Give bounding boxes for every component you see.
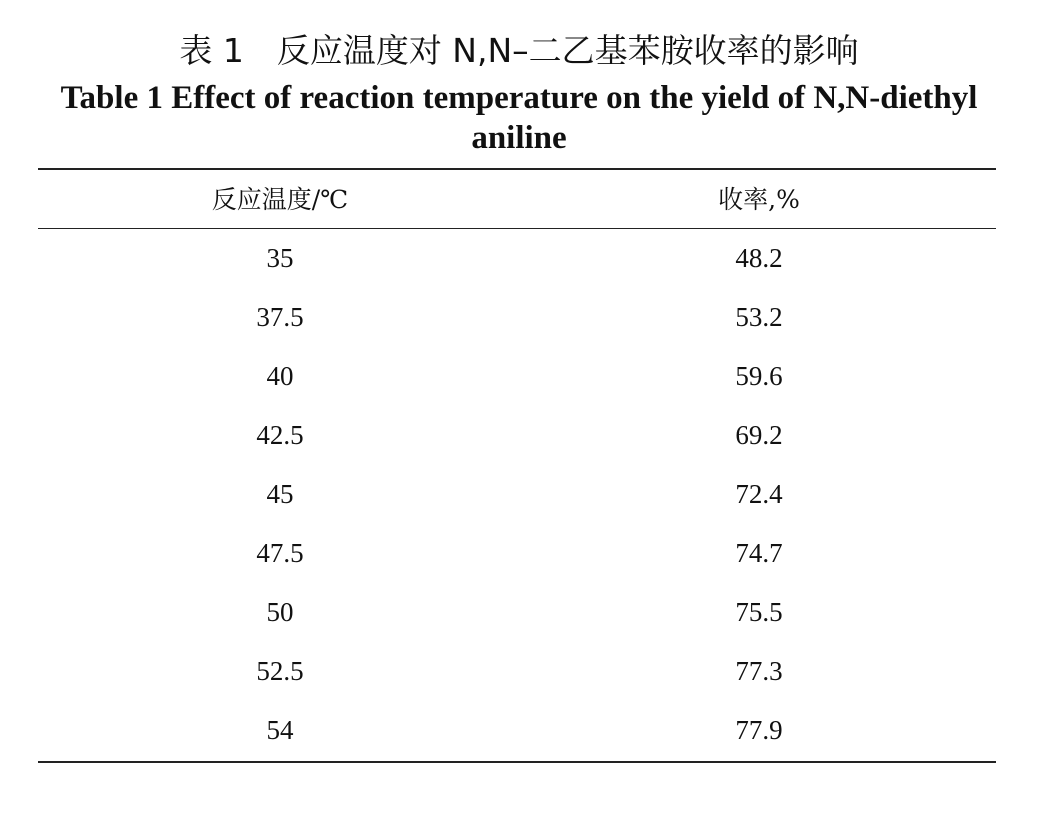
yield-cell: 77.9 [735, 715, 783, 745]
table-row [38, 347, 996, 406]
temperature-cell: 50 [266, 597, 294, 627]
temperature-cell: 40 [266, 361, 294, 391]
temperature-cell: 42.5 [256, 420, 304, 450]
table-row [38, 642, 996, 701]
table-caption-english: Table 1 Effect of reaction temperature on the yield of N,N-diethyl aniline [60, 80, 978, 156]
table-row [38, 524, 996, 583]
table-caption-chinese: 表 1 反应温度对 N,N–二乙基苯胺收率的影响 [179, 31, 859, 70]
table-row [38, 583, 996, 642]
table-header-row [38, 178, 996, 222]
table-row [38, 229, 996, 288]
yield-cell: 69.2 [735, 420, 783, 450]
yield-cell: 72.4 [735, 479, 783, 509]
table-row [38, 701, 996, 760]
yield-cell: 53.2 [735, 302, 783, 332]
table-row [38, 288, 996, 347]
temperature-cell: 54 [266, 715, 294, 745]
top-rule [38, 168, 996, 170]
table-row [38, 465, 996, 524]
yield-cell: 74.7 [735, 538, 783, 568]
yield-cell: 59.6 [735, 361, 783, 391]
yield-cell: 75.5 [735, 597, 783, 627]
temperature-cell: 52.5 [256, 656, 304, 686]
temperature-cell: 37.5 [256, 302, 304, 332]
temperature-cell: 47.5 [256, 538, 304, 568]
yield-cell: 77.3 [735, 656, 783, 686]
temperature-cell: 45 [266, 479, 294, 509]
table-body [0, 229, 1038, 760]
bottom-rule [38, 761, 996, 763]
header-yield: 收率,% [718, 185, 800, 214]
table-row [38, 406, 996, 465]
yield-cell: 48.2 [735, 243, 783, 273]
temperature-cell: 35 [266, 243, 294, 273]
header-temperature: 反应温度/℃ [211, 185, 349, 214]
